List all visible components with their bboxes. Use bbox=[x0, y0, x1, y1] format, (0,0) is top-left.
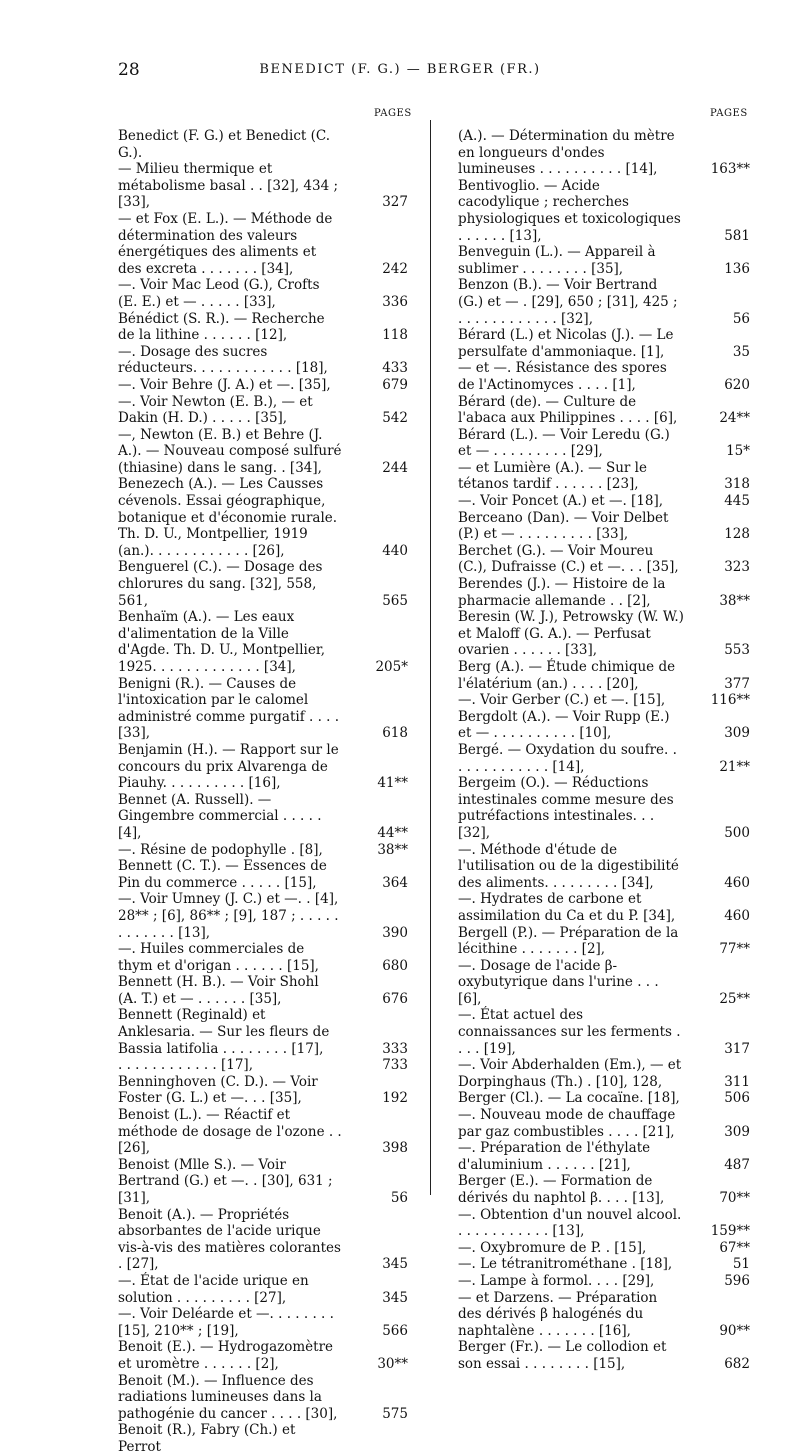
entry-text: Bérard (L.) et Nicolas (J.). — Le persulfate d'ammoniaque. [1], bbox=[458, 327, 674, 360]
column-rule bbox=[430, 120, 431, 1195]
index-entry bbox=[458, 244, 750, 277]
index-entry bbox=[118, 842, 408, 859]
entry-text: (A.). — Détermination du mètre en longueurs d'ondes lumineuses . . . . . . . . . . [14], bbox=[458, 128, 675, 178]
entry-page: 118 bbox=[382, 327, 408, 344]
index-entry bbox=[118, 1057, 408, 1074]
entry-page: 542 bbox=[382, 410, 408, 427]
entry-page: 333 bbox=[382, 1040, 408, 1057]
entry-page: 159** bbox=[710, 1223, 750, 1240]
entry-page: 620 bbox=[724, 376, 750, 393]
entry-text: —. État de l'acide urique en solution . . . . . . . . . [27], bbox=[118, 1272, 309, 1306]
entry-page: 575 bbox=[382, 1405, 408, 1422]
entry-page: 90** bbox=[719, 1322, 750, 1339]
index-entry bbox=[118, 344, 408, 377]
index-entry bbox=[118, 1422, 408, 1455]
entry-page: 318 bbox=[724, 476, 750, 493]
entry-text: —. Dosage de l'acide β-oxybutyrique dans l'urine . . . [6], bbox=[458, 957, 659, 1007]
entry-text: Benguerel (C.). — Dosage des chlorures du sang. [32], 558, 561, bbox=[118, 559, 323, 609]
entry-text: Bennet (A. Russell). — Gingembre commercial . . . . . [4], bbox=[118, 791, 322, 841]
index-entry bbox=[118, 676, 408, 742]
entry-page: 192 bbox=[382, 1090, 408, 1107]
entry-page: 311 bbox=[724, 1073, 750, 1090]
entry-text: —. Obtention d'un nouvel alcool. . . . . . . . . . . . [13], bbox=[458, 1206, 682, 1240]
index-entry bbox=[458, 327, 750, 360]
entry-text: Bennett (H. B.). — Voir Shohl (A. T.) et — . . . . . . [35], bbox=[118, 974, 319, 1007]
entry-page: 565 bbox=[382, 592, 408, 609]
index-entry bbox=[458, 842, 750, 892]
index-entry bbox=[458, 775, 750, 841]
entry-text: —. Dosage des sucres réducteurs. . . . . . . . . . . . [18], bbox=[118, 343, 328, 377]
entry-page: 445 bbox=[724, 493, 750, 510]
entry-page: 679 bbox=[382, 376, 408, 393]
index-entry bbox=[458, 925, 750, 958]
index-entry bbox=[458, 360, 750, 393]
entry-text: Bergé. — Oxydation du soufre. . . . . . . . . . . . . [14], bbox=[458, 741, 677, 775]
entry-page: 460 bbox=[724, 907, 750, 924]
index-entry bbox=[118, 427, 408, 477]
entry-text: Berchet (G.). — Voir Moureu (C.), Dufraisse (C.) et —. . . [35], bbox=[458, 542, 679, 576]
left-column bbox=[118, 128, 408, 1456]
entry-text: Benoist (L.). — Réactif et méthode de dosage de l'ozone . . [26], bbox=[118, 1107, 342, 1157]
entry-page: 680 bbox=[382, 957, 408, 974]
index-entry bbox=[458, 1256, 750, 1273]
entry-page: 70** bbox=[719, 1190, 750, 1206]
index-entry bbox=[458, 1290, 750, 1340]
entry-page: 15* bbox=[726, 443, 750, 460]
entry-text: Berg (A.). — Étude chimique de l'élatérium (an.) . . . . [20], bbox=[458, 659, 676, 692]
index-entry bbox=[458, 709, 750, 742]
index-entry bbox=[118, 1007, 408, 1057]
entry-page: 596 bbox=[724, 1272, 750, 1289]
entry-text: — et —. Résistance des spores de l'Actinomyces . . . . [1], bbox=[458, 360, 667, 393]
entry-text: Bergeim (O.). — Réductions intestinales comme mesure des putréfactions intestinales. . . [32], bbox=[458, 775, 674, 841]
index-entry bbox=[118, 742, 408, 792]
entry-text: Berendes (J.). — Histoire de la pharmacie allemande . . [2], bbox=[458, 576, 666, 609]
entry-text: Benoit (A.). — Propriétés absorbantes de l'acide urique vis-à-vis des matières colorantes . [27], bbox=[118, 1206, 341, 1273]
entry-text: —. Oxybromure de P. . [15], bbox=[458, 1239, 647, 1256]
index-entry bbox=[118, 1339, 408, 1372]
page-number: 28 bbox=[118, 60, 140, 80]
entry-page: 364 bbox=[382, 874, 408, 891]
entry-text: Berger (Cl.). — La cocaïne. [18], bbox=[458, 1090, 680, 1107]
entry-page: 309 bbox=[724, 1123, 750, 1140]
entry-text: —. Voir Deléarde et —. . . . . . . . [15], 210** ; [19], bbox=[118, 1306, 334, 1339]
entry-page: 398 bbox=[382, 1140, 408, 1157]
entry-text: —. Voir Newton (E. B.), — et Dakin (H. D.) . . . . . [35], bbox=[118, 393, 313, 427]
index-entry bbox=[118, 559, 408, 609]
index-entry bbox=[458, 1339, 750, 1372]
entry-text: Benoist (Mlle S.). — Voir Bertrand (G.) et —. . [30], 631 ; [31], bbox=[118, 1156, 333, 1206]
entry-text: Bérard (L.). — Voir Leredu (G.) et — . . . . . . . . . [29], bbox=[458, 426, 670, 460]
index-entry bbox=[118, 1273, 408, 1306]
entry-page: 41** bbox=[377, 775, 408, 792]
entry-text: —. Hydrates de carbone et assimilation du Ca et du P. [34], bbox=[458, 891, 676, 924]
entry-text: Benninghoven (C. D.). — Voir Foster (G. L.) et —. . . [35], bbox=[118, 1073, 318, 1107]
index-entry bbox=[118, 1373, 408, 1423]
entry-page: 24** bbox=[719, 410, 750, 427]
entry-page: 487 bbox=[724, 1156, 750, 1173]
entry-text: . . . . . . . . . . . . [17], bbox=[118, 1057, 253, 1074]
entry-page: 676 bbox=[382, 990, 408, 1007]
right-pages-label: PAGES bbox=[710, 108, 748, 119]
index-entry bbox=[458, 394, 750, 427]
entry-text: Benoit (E.). — Hydrogazomètre et uromètre . . . . . . [2], bbox=[118, 1339, 334, 1372]
index-entry bbox=[118, 974, 408, 1007]
entry-text: —. État actuel des connaissances sur les ferments . . . . [19], bbox=[458, 1007, 681, 1057]
entry-page: 390 bbox=[382, 924, 408, 941]
index-entry bbox=[458, 576, 750, 609]
entry-page: 163** bbox=[710, 161, 750, 178]
entry-text: — et Darzens. — Préparation des dérivés β halogénés du naphtalène . . . . . . . [16], bbox=[458, 1289, 658, 1339]
entry-page: 77** bbox=[719, 941, 750, 958]
entry-text: —. Nouveau mode de chauffage par gaz combustibles . . . . [21], bbox=[458, 1107, 676, 1140]
entry-page: 733 bbox=[382, 1057, 408, 1074]
index-entry bbox=[118, 609, 408, 675]
entry-text: Berceano (Dan). — Voir Delbet (P.) et — . . . . . . . . . [33], bbox=[458, 509, 669, 543]
entry-text: — et Lumière (A.). — Sur le tétanos tardif . . . . . . [23], bbox=[458, 459, 647, 493]
entry-page: 35 bbox=[732, 343, 750, 360]
index-entry bbox=[118, 161, 408, 211]
entry-text: —. Préparation de l'éthylate d'aluminium . . . . . . [21], bbox=[458, 1140, 651, 1173]
index-entry bbox=[458, 1007, 750, 1057]
index-entry bbox=[118, 1207, 408, 1273]
left-pages-label: PAGES bbox=[374, 108, 412, 119]
index-entry bbox=[458, 510, 750, 543]
entry-text: —. Voir Mac Leod (G.), Crofts (E. E.) et — . . . . . [33], bbox=[118, 277, 320, 310]
entry-page: 38** bbox=[719, 592, 750, 609]
entry-page: 377 bbox=[724, 675, 750, 692]
index-entry bbox=[118, 476, 408, 559]
entry-text: —, Newton (E. B.) et Behre (J. A.). — Nouveau composé sulfuré (thiasine) dans le sang. . [34], bbox=[118, 426, 342, 476]
entry-page: 345 bbox=[382, 1256, 408, 1273]
entry-text: —. Huiles commerciales de thym et d'origan . . . . . . [15], bbox=[118, 941, 319, 974]
entry-text: Benoit (R.), Fabry (Ch.) et Perrot bbox=[118, 1422, 296, 1455]
entry-text: Bénédict (S. R.). — Recherche de la lithine . . . . . . [12], bbox=[118, 310, 325, 344]
index-entry bbox=[118, 377, 408, 394]
entry-text: Benhaïm (A.). — Les eaux d'alimentation de la Ville d'Agde. Th. D. U., Montpellier, 1925. . . . . . . . . . . . . [34], bbox=[118, 609, 326, 675]
right-column bbox=[458, 128, 750, 1373]
index-entry bbox=[458, 1107, 750, 1140]
index-entry bbox=[118, 1074, 408, 1107]
index-entry bbox=[458, 609, 750, 659]
entry-text: Bergell (P.). — Préparation de la lécithine . . . . . . . [2], bbox=[458, 924, 679, 958]
index-entry bbox=[118, 277, 408, 310]
entry-text: —. Le tétranitrométhane . [18], bbox=[458, 1256, 673, 1273]
entry-text: Bergdolt (A.). — Voir Rupp (E.) et — . . . . . . . . . . [10], bbox=[458, 708, 670, 742]
index-entry bbox=[458, 1090, 750, 1107]
entry-text: Benzon (B.). — Voir Bertrand (G.) et — . [29], 650 ; [31], 425 ; . . . . . . . . . . . . [32], bbox=[458, 277, 678, 327]
entry-text: —. Voir Poncet (A.) et —. [18], bbox=[458, 493, 664, 510]
entry-page: 56 bbox=[390, 1190, 408, 1206]
entry-text: —. Voir Behre (J. A.) et —. [35], bbox=[118, 376, 331, 393]
entry-page: 30** bbox=[377, 1355, 408, 1372]
entry-text: — Milieu thermique et métabolisme basal . . [32], 434 ; [33], bbox=[118, 161, 339, 211]
entry-text: Benedict (F. G.) et Benedict (C. G.). bbox=[118, 128, 331, 161]
entry-text: Bennett (Reginald) et Anklesaria. — Sur les fleurs de Bassia latifolia . . . . . . . . [17], bbox=[118, 1007, 330, 1057]
entry-page: 25** bbox=[719, 990, 750, 1007]
entry-page: 345 bbox=[382, 1289, 408, 1306]
entry-page: 327 bbox=[382, 194, 408, 211]
entry-page: 67** bbox=[719, 1239, 750, 1256]
entry-page: 433 bbox=[382, 360, 408, 377]
running-head: BENEDICT (F. G.) — BERGER (FR.) bbox=[259, 62, 541, 77]
entry-page: 506 bbox=[724, 1090, 750, 1107]
index-entry bbox=[118, 211, 408, 277]
entry-page: 682 bbox=[724, 1355, 750, 1372]
entry-page: 116** bbox=[710, 692, 750, 709]
entry-page: 336 bbox=[382, 293, 408, 310]
index-entry bbox=[118, 792, 408, 842]
index-entry bbox=[458, 1140, 750, 1173]
index-entry bbox=[118, 1306, 408, 1339]
entry-page: 440 bbox=[382, 542, 408, 559]
index-entry bbox=[458, 460, 750, 493]
entry-page: 44** bbox=[377, 824, 408, 841]
entry-page: 581 bbox=[724, 227, 750, 244]
entry-text: Benjamin (H.). — Rapport sur le concours du prix Alvarenga de Piauhy. . . . . . . . . . [16], bbox=[118, 741, 339, 792]
entry-page: 205* bbox=[375, 659, 408, 675]
entry-page: 21** bbox=[719, 758, 750, 775]
entry-page: 128 bbox=[724, 526, 750, 543]
entry-text: —. Méthode d'étude de l'utilisation ou de la digestibilité des aliments. . . . . . . . . [34], bbox=[458, 841, 679, 891]
entry-text: —. Voir Umney (J. C.) et —. . [4], 28** ; [6], 86** ; [9], 187 ; . . . . . . . . . . . . [13], bbox=[118, 891, 339, 941]
entry-text: Benveguin (L.). — Appareil à sublimer . . . . . . . . [35], bbox=[458, 244, 656, 277]
index-entry bbox=[458, 128, 750, 178]
entry-page: 242 bbox=[382, 260, 408, 277]
entry-text: Benigni (R.). — Causes de l'intoxication par le calomel administré comme purgatif . . . . [33], bbox=[118, 675, 340, 742]
index-entry bbox=[458, 1240, 750, 1257]
index-entry bbox=[458, 493, 750, 510]
entry-page: 136 bbox=[724, 260, 750, 277]
entry-text: Bérard (de). — Culture de l'abaca aux Philippines . . . . [6], bbox=[458, 393, 678, 427]
index-entry bbox=[458, 659, 750, 692]
entry-text: —. Résine de podophylle . [8], bbox=[118, 841, 323, 858]
index-entry bbox=[118, 311, 408, 344]
entry-page: 38** bbox=[377, 841, 408, 858]
index-entry bbox=[118, 1157, 408, 1207]
index-entry bbox=[118, 858, 408, 891]
entry-page: 323 bbox=[724, 559, 750, 576]
entry-text: Beresin (W. J.), Petrowsky (W. W.) et Maloff (G. A.). — Perfusat ovarien . . . . . . [33], bbox=[458, 609, 684, 659]
entry-text: —. Lampe à formol. . . . [29], bbox=[458, 1272, 655, 1289]
index-entry bbox=[118, 394, 408, 427]
index-entry bbox=[118, 891, 408, 941]
entry-text: Berger (E.). — Formation de dérivés du naphtol β. . . . [13], bbox=[458, 1173, 665, 1206]
entry-text: —. Voir Gerber (C.) et —. [15], bbox=[458, 692, 666, 709]
entry-text: Berger (Fr.). — Le collodion et son essai . . . . . . . . [15], bbox=[458, 1339, 667, 1372]
entry-text: Bennett (C. T.). — Essences de Pin du commerce . . . . . [15], bbox=[118, 858, 327, 891]
entry-page: 618 bbox=[382, 725, 408, 742]
index-entry bbox=[458, 958, 750, 1008]
entry-text: Benoit (M.). — Influence des radiations lumineuses dans la pathogénie du cancer . . . . [30], bbox=[118, 1372, 338, 1422]
entry-page: 317 bbox=[724, 1040, 750, 1057]
index-entry bbox=[458, 742, 750, 775]
entry-page: 500 bbox=[724, 824, 750, 841]
entry-page: 244 bbox=[382, 459, 408, 476]
entry-page: 309 bbox=[724, 725, 750, 742]
index-entry bbox=[118, 941, 408, 974]
entry-page: 553 bbox=[724, 642, 750, 659]
index-entry bbox=[458, 891, 750, 924]
entry-page: 51 bbox=[732, 1256, 750, 1273]
entry-page: 566 bbox=[382, 1322, 408, 1339]
index-entry bbox=[458, 1173, 750, 1206]
index-entry bbox=[118, 128, 408, 161]
entry-page: 460 bbox=[724, 874, 750, 891]
entry-page: 56 bbox=[732, 310, 750, 327]
index-entry bbox=[458, 692, 750, 709]
entry-text: Benezech (A.). — Les Causses cévenols. Essai géographique, botanique et d'économie rurale. Th. D. U., Montpellier, 1919 (an.). . . . . . . . . . . . [26], bbox=[118, 476, 338, 559]
index-entry bbox=[458, 1273, 750, 1290]
index-entry bbox=[118, 1107, 408, 1157]
index-entry bbox=[458, 1207, 750, 1240]
index-entry bbox=[458, 277, 750, 327]
entry-text: Bentivoglio. — Acide cacodylique ; recherches physiologiques et toxicologiques . . . . . . [13], bbox=[458, 177, 681, 244]
index-entry bbox=[458, 1057, 750, 1090]
entry-text: — et Fox (E. L.). — Méthode de détermination des valeurs énergétiques des aliments et des excreta . . . . . . . [34], bbox=[118, 210, 333, 277]
index-entry bbox=[458, 543, 750, 576]
entry-text: —. Voir Abderhalden (Em.), — et Dorpinghaus (Th.) . [10], 128, bbox=[458, 1057, 682, 1090]
index-entry bbox=[458, 427, 750, 460]
index-entry bbox=[458, 178, 750, 244]
